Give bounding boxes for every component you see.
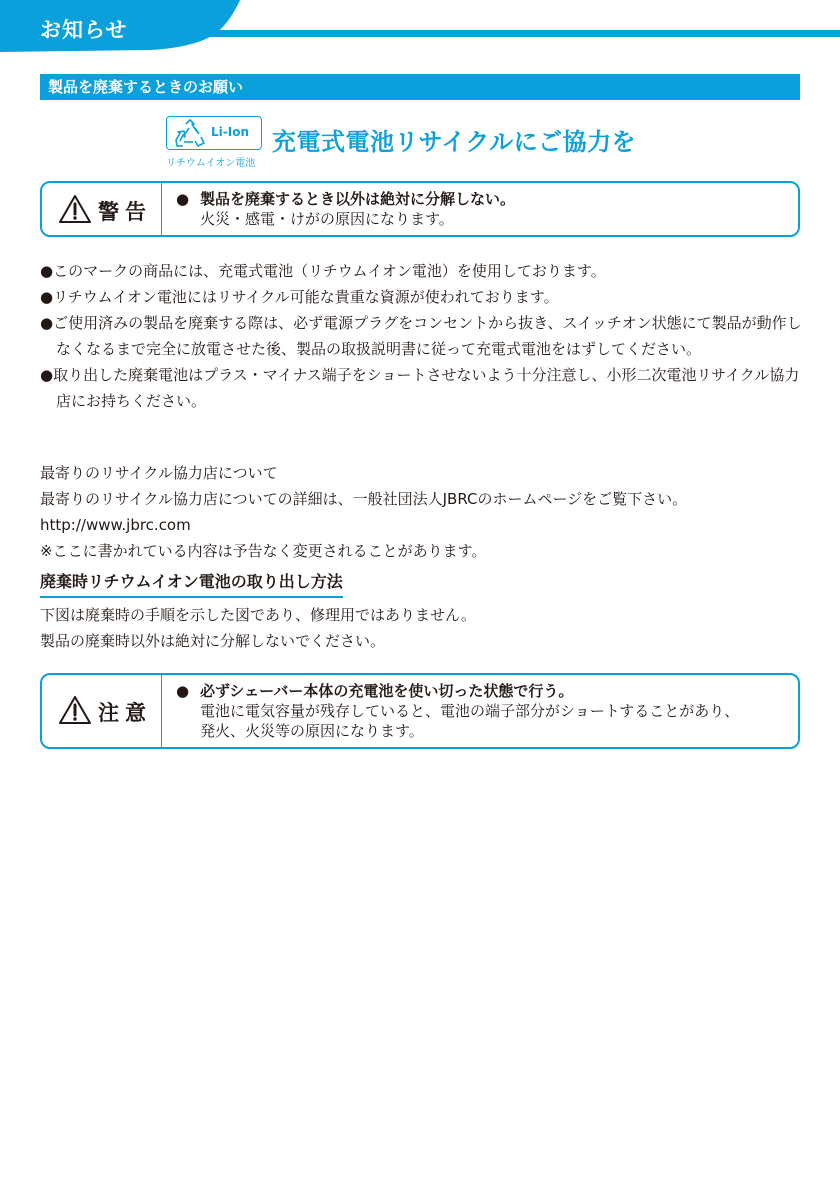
recycle-label: リチウムイオン電池: [166, 158, 256, 169]
caution-triangle-icon: [58, 695, 92, 725]
caution-main-text: 必ずシェーバー本体の充電池を使い切った状態で行う。: [200, 682, 574, 700]
page-title: お知らせ: [40, 18, 128, 42]
caution-sub-1: 電池に電気容量が残存していると、電池の端子部分がショートすることがあり、: [200, 702, 740, 720]
caution-word: 注意: [98, 701, 152, 725]
caution-sub-2: 発火、火災等の原因になります。: [200, 722, 424, 740]
warning-main-text: 製品を廃棄するとき以外は絶対に分解しない。: [200, 190, 516, 208]
disposal-section-title: 製品を廃棄するときのお願い: [40, 74, 800, 100]
recycle-heading: 充電式電池リサイクルにご協力を: [272, 128, 637, 156]
caution-box: [40, 673, 800, 749]
recycle-icon: [173, 119, 207, 149]
warning-main: [176, 189, 786, 209]
caution-label: [42, 675, 162, 747]
recycle-code: Li-Ion: [211, 125, 249, 139]
list-item: ●取り出した廃棄電池はプラス・マイナス端子をショートさせないよう十分注意し、小形二次電池リサイクル協力店にお持ちください。: [40, 366, 800, 410]
recycle-info: [40, 460, 802, 564]
info-note: ※ここに書かれている内容は予告なく変更されることがあります。: [40, 542, 487, 560]
warning-box: [40, 181, 800, 237]
removal-section-title: 廃棄時リチウムイオン電池の取り出し方法: [40, 569, 343, 598]
warning-word: 警告: [98, 200, 152, 224]
removal-text: [40, 602, 802, 654]
caution-bullet: ●: [176, 682, 190, 700]
recycle-mark-box: [166, 116, 262, 150]
warning-sub: 火災・感電・けがの原因になります。: [200, 210, 454, 228]
bullet-list: [40, 258, 802, 414]
removal-line-2: 製品の廃棄時以外は絶対に分解しないでください。: [40, 632, 386, 650]
caution-main: [176, 681, 786, 701]
list-item: ●ご使用済みの製品を廃棄する際は、必ず電源プラグをコンセントから抜き、スイッチオン状態にて製品が動作しなくなるまで完全に放電させた後、製品の取扱説明書に従って充電式電池をはずしてください。: [40, 314, 802, 358]
list-item: ●このマークの商品には、充電式電池（リチウムイオン電池）を使用しております。: [40, 262, 606, 280]
warning-label: [42, 183, 162, 235]
info-url[interactable]: http://www.jbrc.com: [40, 516, 191, 534]
caution-text: [176, 681, 786, 741]
warning-text: [176, 189, 786, 229]
info-heading: 最寄りのリサイクル協力店について: [40, 464, 278, 482]
warning-bullet: ●: [176, 190, 190, 208]
list-item: ●リチウムイオン電池にはリサイクル可能な貴重な資源が使われております。: [40, 288, 559, 306]
recycle-mark: [166, 116, 264, 168]
warning-triangle-icon: [58, 194, 92, 224]
info-detail: 最寄りのリサイクル協力店についての詳細は、一般社団法人JBRCのホームページをご覧下さい。: [40, 490, 688, 508]
removal-line-1: 下図は廃棄時の手順を示した図であり、修理用ではありません。: [40, 606, 476, 624]
